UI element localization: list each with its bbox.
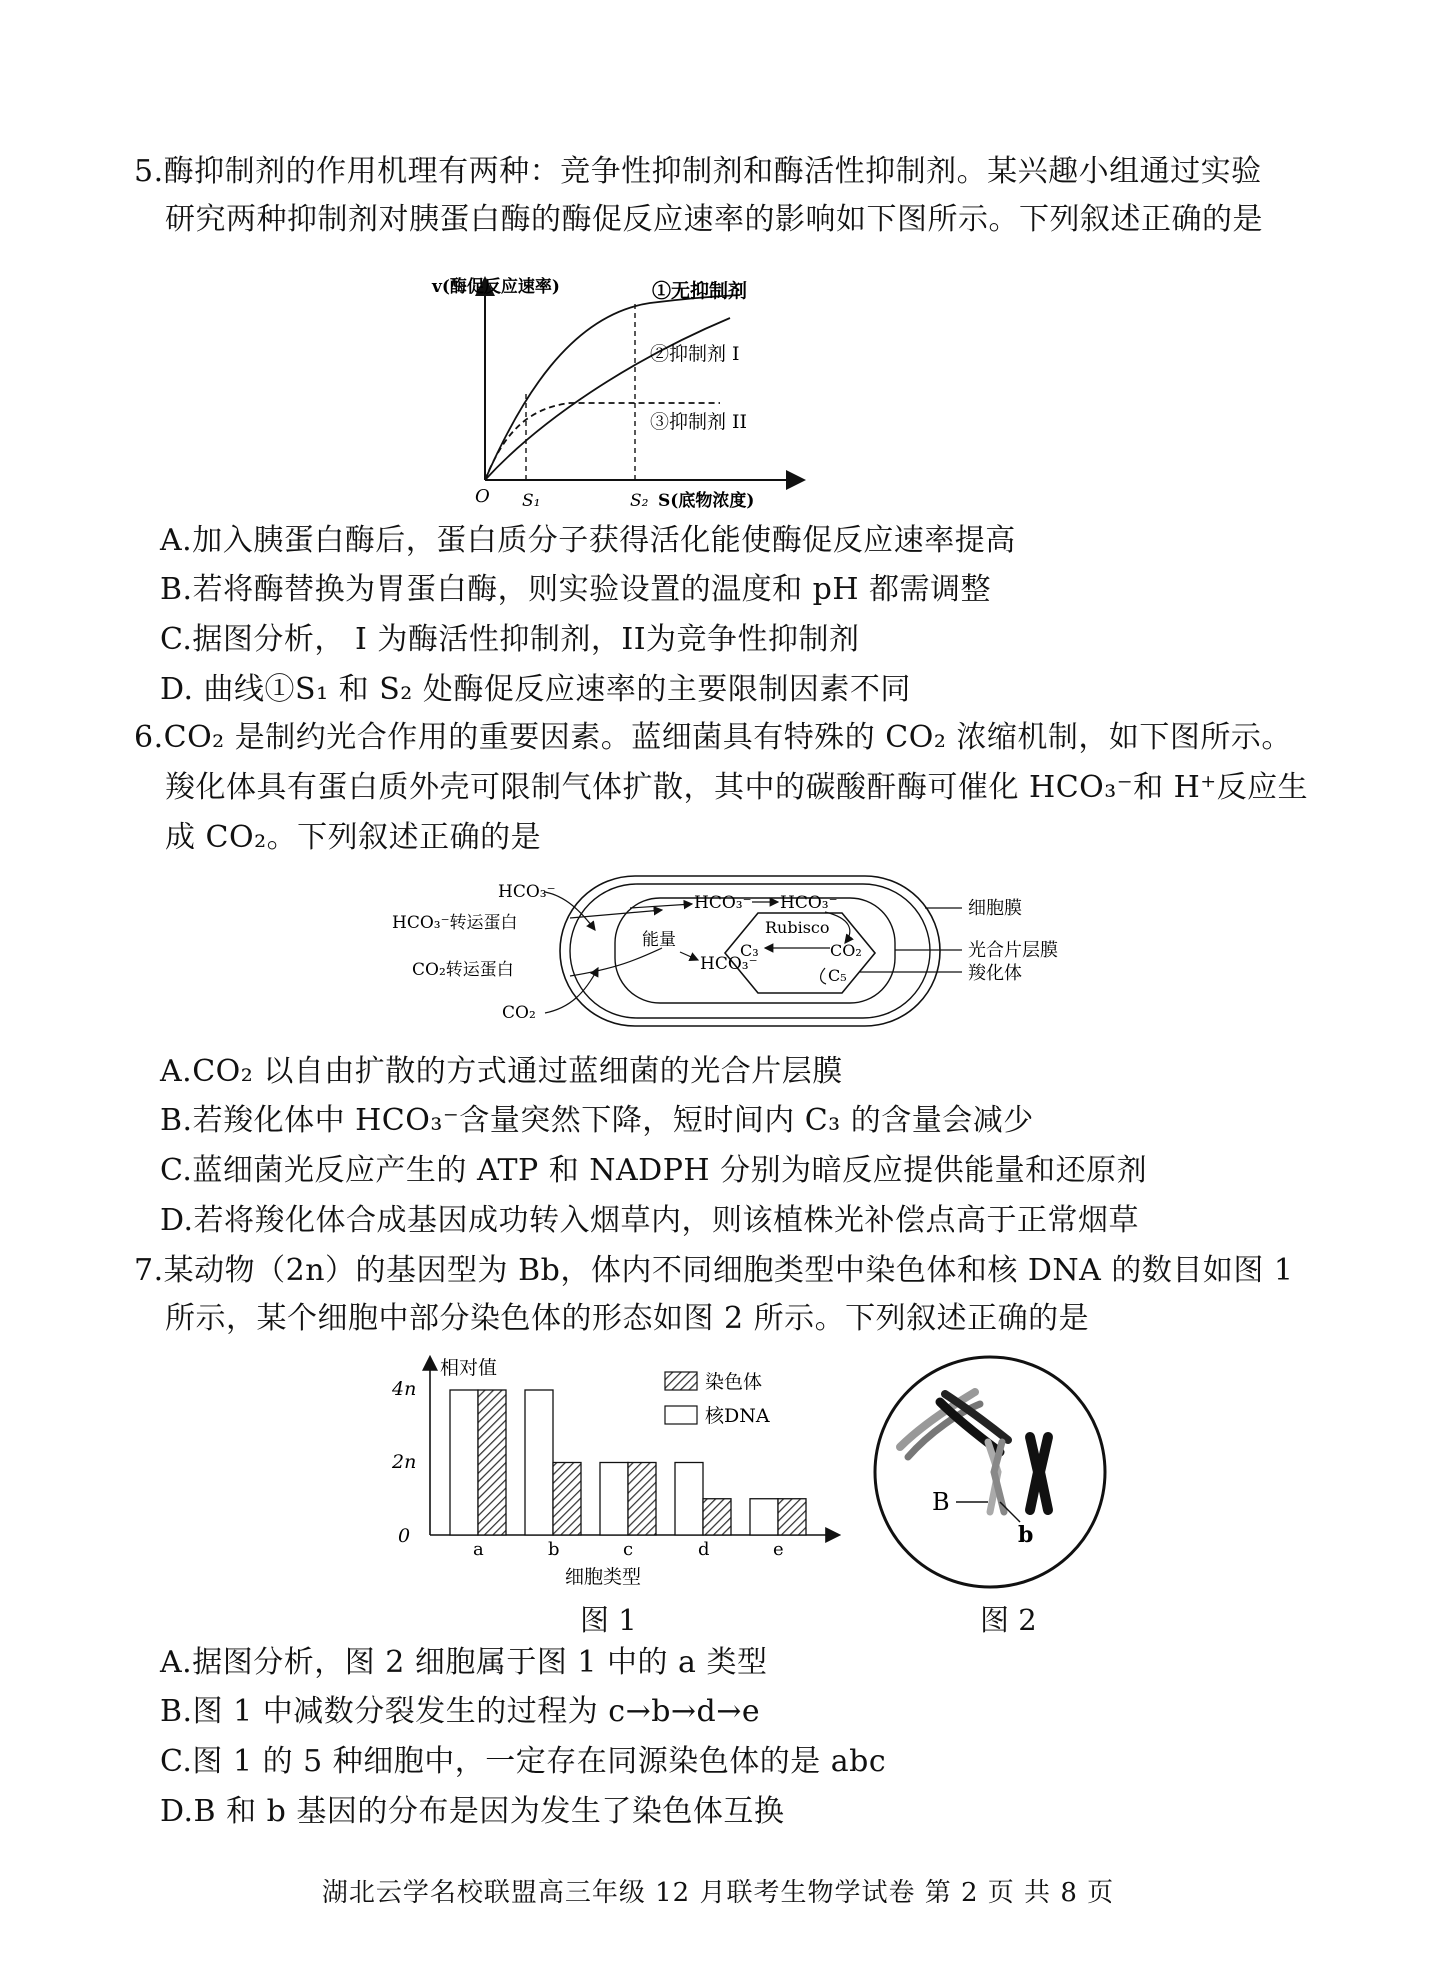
bar-chromosome-b <box>553 1463 581 1536</box>
y-tick-2n: 2n <box>392 1451 417 1473</box>
hco3-outside-label: HCO₃⁻ <box>498 882 556 902</box>
carboxysome-hco3-label: HCO₃⁻ <box>780 893 838 913</box>
inner-hco3-label: HCO₃⁻ <box>700 954 758 974</box>
q7-option-c: C.图 1 的 5 种细胞中，一定存在同源染色体的是 abc <box>160 1744 887 1779</box>
x-axis-label: S(底物浓度) <box>658 491 755 511</box>
x-tick-e: e <box>773 1539 784 1560</box>
x-tick-d: d <box>698 1539 710 1560</box>
arrow-to-mid-hco3 <box>630 904 692 908</box>
energy-label: 能量 <box>642 930 676 950</box>
q7-option-b: B.图 1 中减数分裂发生的过程为 c→b→d→e <box>160 1694 761 1729</box>
co2-outside-label: CO₂ <box>502 1003 536 1023</box>
origin-label: O <box>475 486 490 507</box>
cell-type-bar-chart <box>380 1350 850 1590</box>
bar-chromosome-d <box>703 1499 731 1535</box>
x-tick-b: b <box>548 1539 560 1560</box>
q5-stem-line-2: 研究两种抑制剂对胰蛋白酶的酶促反应速率的影响如下图所示。下列叙述正确的是 <box>165 202 1263 237</box>
y-tick-4n: 4n <box>392 1378 417 1400</box>
q5-stem-line-1: 5.酶抑制剂的作用机理有两种：竞争性抑制剂和酶活性抑制剂。某兴趣小组通过实验 <box>134 154 1262 189</box>
membrane-label: 细胞膜 <box>968 898 1022 919</box>
curve-3-label: ③抑制剂 II <box>650 411 748 433</box>
bar-chromosome-e <box>778 1499 806 1535</box>
cyanobacteria-co2-figure <box>380 868 1100 1038</box>
s1-tick: S₁ <box>522 491 541 511</box>
legend-dna-label: 核DNA <box>705 1405 770 1427</box>
curve-1-label: ①无抑制剂 <box>652 280 748 302</box>
arrow-to-inner-hco3 <box>680 952 698 960</box>
gene-b-label: b <box>1018 1522 1034 1548</box>
y-axis-label: v(酶促反应速率) <box>432 277 560 297</box>
gene-B-label: B <box>932 1488 950 1516</box>
q7-option-d: D.B 和 b 基因的分布是因为发生了染色体互换 <box>160 1794 785 1829</box>
q6-option-b: B.若羧化体中 HCO₃⁻含量突然下降，短时间内 C₃ 的含量会减少 <box>160 1103 1034 1138</box>
q5-option-a: A.加入胰蛋白酶后，蛋白质分子获得活化能使酶促反应速率提高 <box>160 523 1016 558</box>
q7-option-a: A.据图分析，图 2 细胞属于图 1 中的 a 类型 <box>160 1645 768 1680</box>
x-tick-a: a <box>473 1539 484 1560</box>
thylakoid-label: 光合片层膜 <box>968 940 1058 961</box>
q7-stem-line-2: 所示，某个细胞中部分染色体的形态如图 2 所示。下列叙述正确的是 <box>165 1301 1090 1336</box>
legend-chromosome-label: 染色体 <box>705 1371 763 1393</box>
bar-y-label: 相对值 <box>440 1357 498 1379</box>
rubisco-label: Rubisco <box>765 918 830 937</box>
s2-tick: S₂ <box>630 491 649 511</box>
figure-2-caption: 图 2 <box>980 1603 1037 1637</box>
bar-dna-c <box>600 1463 628 1536</box>
bar-dna-b <box>525 1390 553 1535</box>
q6-option-c: C.蓝细菌光反应产生的 ATP 和 NADPH 分别为暗反应提供能量和还原剂 <box>160 1153 1148 1188</box>
bar-chromosome-a <box>478 1390 506 1535</box>
bar-chromosome-c <box>628 1463 656 1536</box>
carboxysome-label: 羧化体 <box>968 963 1022 984</box>
hco3-transporter-label: HCO₃⁻转运蛋白 <box>392 913 518 933</box>
c3-label: C₃ <box>740 941 759 960</box>
y-tick-0: 0 <box>398 1525 411 1547</box>
bar-dna-e <box>750 1499 778 1535</box>
bar-dna-d <box>675 1463 703 1536</box>
mid-hco3-label: HCO₃⁻ <box>694 893 752 913</box>
curve-2-label: ②抑制剂 I <box>650 343 740 365</box>
co2-transporter-label: CO₂转运蛋白 <box>412 960 514 980</box>
q7-stem-line-1: 7.某动物（2n）的基因型为 Bb，体内不同细胞类型中染色体和核 DNA 的数目如图 1 <box>134 1253 1294 1288</box>
page-footer: 湖北云学名校联盟高三年级 12 月联考生物学试卷 第 2 页 共 8 页 <box>321 1878 1115 1908</box>
c5-label: C₅ <box>828 966 847 985</box>
x-tick-c: c <box>623 1539 634 1560</box>
co2-inner-label: CO₂ <box>830 941 862 960</box>
legend-dna-swatch <box>665 1406 697 1424</box>
bar-dna-a <box>450 1390 478 1535</box>
bar-x-label: 细胞类型 <box>565 1566 642 1588</box>
arrow-c5-loop <box>821 968 826 984</box>
q6-stem-line-2: 羧化体具有蛋白质外壳可限制气体扩散，其中的碳酸酐酶可催化 HCO₃⁻和 H⁺反应生 <box>165 770 1309 805</box>
q6-option-d: D.若将羧化体合成基因成功转入烟草内，则该植株光补偿点高于正常烟草 <box>160 1203 1140 1238</box>
q5-option-c: C.据图分析， I 为酶活性抑制剂，II为竞争性抑制剂 <box>160 622 860 657</box>
q6-option-a: A.CO₂ 以自由扩散的方式通过蓝细菌的光合片层膜 <box>160 1054 843 1089</box>
cell-outline <box>875 1357 1105 1587</box>
curve-no-inhibitor <box>485 295 740 480</box>
arrow-co2-thylakoid <box>570 948 662 976</box>
figure-1-caption: 图 1 <box>580 1603 637 1637</box>
q5-option-b: B.若将酶替换为胃蛋白酶，则实验设置的温度和 pH 都需调整 <box>160 572 992 607</box>
chromosome-figure <box>870 1352 1110 1592</box>
q5-option-d: D. 曲线①S₁ 和 S₂ 处酶促反应速率的主要限制因素不同 <box>160 672 911 707</box>
q6-stem-line-1: 6.CO₂ 是制约光合作用的重要因素。蓝细菌具有特殊的 CO₂ 浓缩机制，如下图所示。 <box>134 720 1292 755</box>
legend-chromosome-swatch <box>665 1372 697 1390</box>
enzyme-rate-figure <box>430 270 810 515</box>
q6-stem-line-3: 成 CO₂。下列叙述正确的是 <box>165 820 542 855</box>
